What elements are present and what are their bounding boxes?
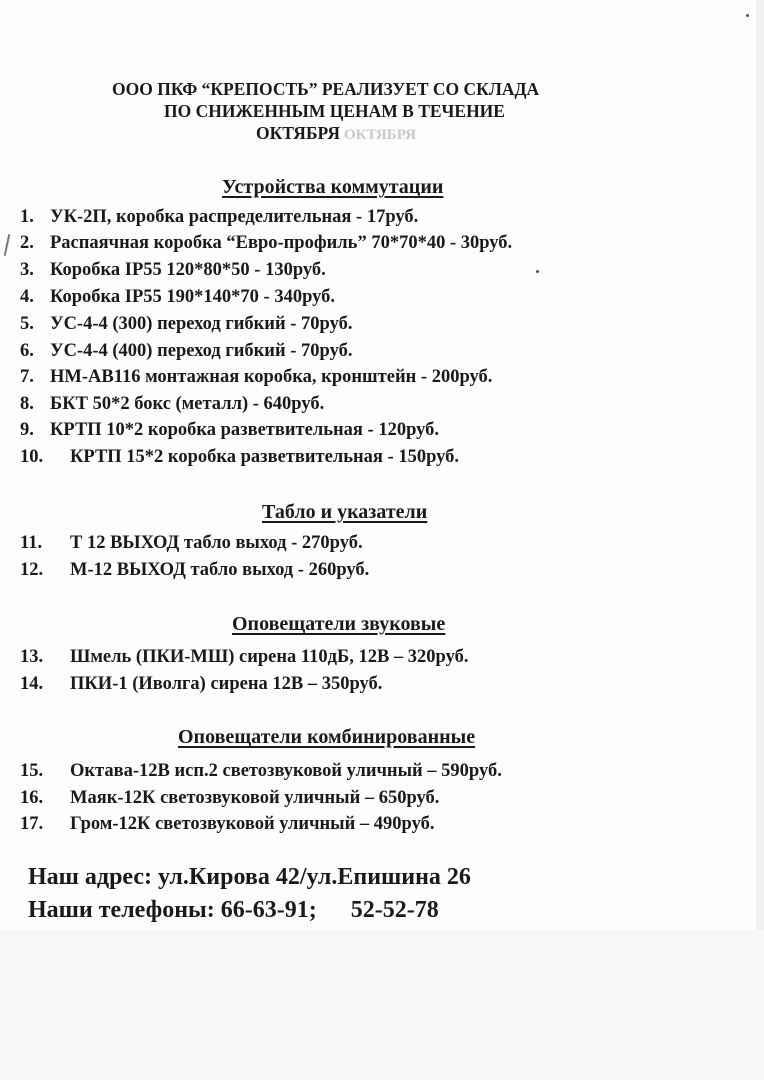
item-number: 8. <box>20 394 34 414</box>
scan-speck <box>746 14 749 17</box>
item-text: БКТ 50*2 бокс (металл) - 640руб. <box>50 394 325 414</box>
phone-number-2: 52-52-78 <box>350 897 439 923</box>
section-heading-combined-alarms: Оповещатели комбинированные <box>178 726 476 748</box>
list-item <box>20 312 352 336</box>
item-number: 10. <box>20 447 44 467</box>
section-heading-sound-alarms: Оповещатели звуковые <box>232 613 446 635</box>
list-item <box>20 365 492 389</box>
item-text: КРТП 10*2 коробка разветвительная - 120руб. <box>50 420 440 440</box>
list-item <box>20 205 418 229</box>
item-number: 1. <box>20 207 34 227</box>
item-number: 5. <box>20 314 34 334</box>
item-text: Т 12 ВЫХОД табло выход - 270руб. <box>70 533 363 553</box>
item-number: 6. <box>20 341 34 361</box>
list-item <box>20 418 439 442</box>
item-text: КРТП 15*2 коробка разветвительная - 150руб. <box>70 447 460 467</box>
item-text: Коробка IP55 190*140*70 - 340руб. <box>50 287 335 307</box>
list-item <box>20 759 502 783</box>
list-item <box>20 231 512 255</box>
item-number: 12. <box>20 560 44 580</box>
page-title <box>108 78 628 146</box>
item-number: 17. <box>20 814 44 834</box>
item-text: М-12 ВЫХОД табло выход - 260руб. <box>70 560 370 580</box>
list-item <box>20 285 335 309</box>
address-line: Наш адрес: ул.Кирова 42/ул.Епишина 26 <box>28 864 471 890</box>
section-heading-switching: Устройства коммутации <box>222 176 444 198</box>
item-number: 13. <box>20 647 44 667</box>
item-number: 14. <box>20 674 44 694</box>
margin-mark <box>4 234 11 256</box>
item-text: ПКИ-1 (Иволга) сирена 12В – 350руб. <box>70 674 383 694</box>
list-item <box>20 531 363 555</box>
list-item <box>20 392 324 416</box>
title-line-1: ООО ПКФ “КРЕПОСТЬ” РЕАЛИЗУЕТ СО СКЛАДА <box>112 79 540 99</box>
bleed-through-text: ОКТЯБРЯ <box>343 127 416 143</box>
scan-speck <box>536 270 539 273</box>
phones-line <box>28 897 439 924</box>
phones-label: Наши телефоны: 66-63-91; <box>28 897 317 923</box>
list-item <box>20 672 382 696</box>
item-text: УС-4-4 (400) переход гибкий - 70руб. <box>50 341 353 361</box>
item-number: 16. <box>20 788 44 808</box>
title-line-3 <box>108 122 628 146</box>
list-item <box>20 645 468 669</box>
list-item <box>20 558 369 582</box>
item-number: 15. <box>20 761 44 781</box>
item-number: 7. <box>20 367 34 387</box>
item-number: 11. <box>20 533 43 553</box>
item-number: 4. <box>20 287 34 307</box>
list-item <box>20 445 459 469</box>
item-text: Маяк-12К светозвуковой уличный – 650руб. <box>70 788 440 808</box>
paper-edge <box>756 0 764 930</box>
item-text: Шмель (ПКИ-МШ) сирена 110дБ, 12В – 320руб. <box>70 647 469 667</box>
list-item <box>20 258 326 282</box>
item-text: Гром-12К светозвуковой уличный – 490руб. <box>70 814 435 834</box>
title-line-2: ПО СНИЖЕННЫМ ЦЕНАМ В ТЕЧЕНИЕ <box>164 101 505 121</box>
list-item <box>20 339 352 363</box>
item-text: НМ-АВ116 монтажная коробка, кронштейн - 200руб. <box>50 367 493 387</box>
item-text: УС-4-4 (300) переход гибкий - 70руб. <box>50 314 353 334</box>
section-heading-displays: Табло и указатели <box>262 501 428 523</box>
item-number: 9. <box>20 420 34 440</box>
item-text: Октава-12В исп.2 светозвуковой уличный – 590руб. <box>70 761 502 781</box>
item-text: Коробка IP55 120*80*50 - 130руб. <box>50 260 326 280</box>
scan-shadow <box>0 930 764 1080</box>
title-month: ОКТЯБРЯ <box>256 123 340 143</box>
item-number: 2. <box>20 233 34 253</box>
item-number: 3. <box>20 260 34 280</box>
list-item <box>20 812 434 836</box>
item-text: Распаячная коробка “Евро-профиль” 70*70*40 - 30руб. <box>50 233 513 253</box>
item-text: УК-2П, коробка распределительная - 17руб. <box>50 207 419 227</box>
list-item <box>20 786 439 810</box>
